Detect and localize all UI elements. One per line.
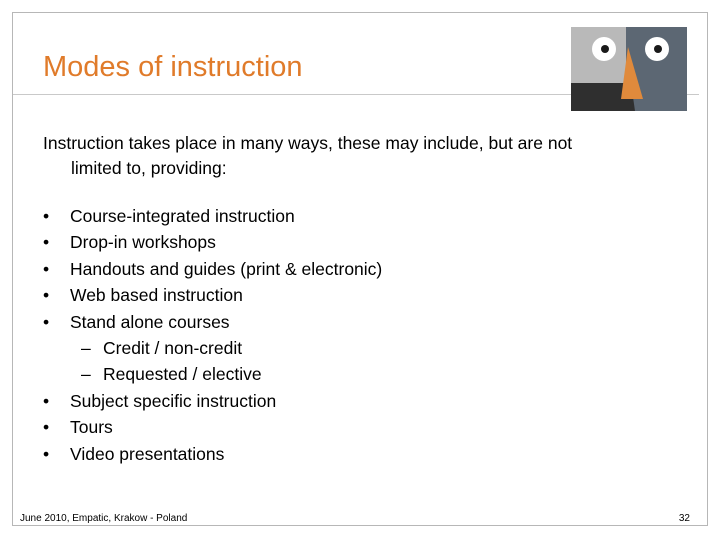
list-item — [43, 441, 382, 467]
list-item-text: Drop-in workshops — [70, 232, 216, 253]
list-item — [43, 388, 382, 414]
list-item-text: Web based instruction — [70, 285, 243, 306]
dash-marker: – — [81, 337, 91, 358]
bullet-marker: • — [43, 443, 50, 464]
slide-title: Modes of instruction — [43, 51, 303, 83]
list-item-text: Requested / elective — [103, 364, 262, 385]
bullet-marker: • — [43, 232, 50, 253]
list-item-text: Handouts and guides (print & electronic) — [70, 258, 383, 279]
list-item-text: Stand alone courses — [70, 311, 230, 332]
bullet-marker: • — [43, 206, 50, 226]
slide — [12, 12, 708, 526]
owl-face-logo-icon — [571, 27, 687, 111]
list-item-text: Credit / non-credit — [103, 337, 243, 358]
list-item-text: Course-integrated instruction — [70, 206, 295, 226]
sub-list-item — [43, 335, 382, 361]
bullet-marker: • — [43, 417, 50, 438]
intro-line-1: Instruction takes place in many ways, these may include, but are not — [43, 133, 573, 153]
bullet-marker: • — [43, 258, 50, 279]
footer-text: June 2010, Empatic, Krakow - Poland — [20, 513, 188, 524]
page-number: 32 — [678, 513, 690, 524]
list-item — [43, 203, 382, 229]
list-item-text: Tours — [70, 417, 113, 438]
intro-line-2: limited to, providing: — [71, 158, 227, 178]
dash-marker: – — [81, 364, 91, 385]
bullet-marker: • — [43, 311, 50, 332]
bullet-list — [43, 203, 382, 467]
list-item-text: Subject specific instruction — [70, 390, 277, 411]
list-item — [43, 229, 382, 255]
intro-text — [43, 131, 663, 181]
list-item — [43, 256, 382, 282]
bullet-marker: • — [43, 390, 50, 411]
bullet-marker: • — [43, 285, 50, 306]
logo-right-pupil — [654, 45, 662, 53]
logo-left-pupil — [601, 45, 609, 53]
list-item-text: Video presentations — [70, 443, 225, 464]
list-item — [43, 282, 382, 308]
list-item — [43, 414, 382, 440]
sub-list-item — [43, 361, 382, 387]
list-item — [43, 309, 382, 335]
